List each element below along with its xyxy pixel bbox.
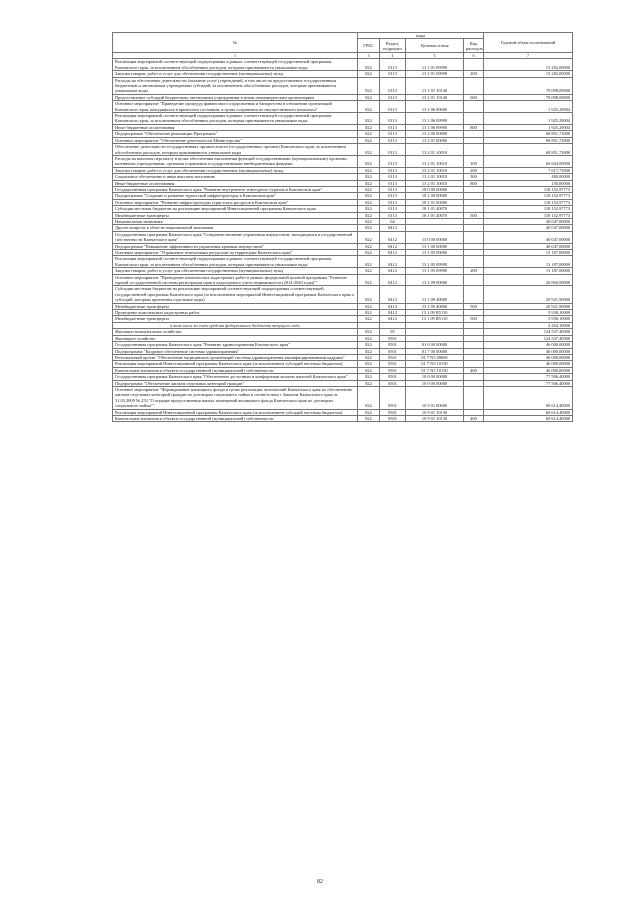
row-grbs-cell: 822 (358, 268, 380, 274)
row-vid-cell: 400 (464, 367, 484, 373)
row-name-cell: Основное мероприятие "Обеспечение деятельности Министерства" (113, 137, 358, 143)
row-grbs-cell: 822 (358, 303, 380, 309)
row-grbs-cell: 822 (358, 137, 380, 143)
row-grbs-cell: 822 (358, 71, 380, 77)
index-cell: 7 (484, 53, 573, 59)
row-grbs-cell: 822 (358, 409, 380, 415)
header-row-1 (113, 33, 573, 39)
row-name-cell: Основное мероприятие "Формирование жилищного фонда в целях реализации полномочий Камчатского края по обеспечению жильем отдельных категорий граждан по договорам социального найма в соответствии с Законом Камчатского края от 31.03.2009 № 253 "О порядке предоставления жилых помещений жилищного фонда Камчатского края по договорам социального найма"" (113, 386, 358, 409)
row-vid-cell: 400 (464, 415, 484, 421)
row-grbs-cell: 822 (358, 218, 380, 224)
row-name-cell: Реализация мероприятий соответствующей подпрограммы в рамках соответствующей государственной программы Камчатского края, за исключением обособленных расходов, которым присваиваются уникальные коды (113, 256, 358, 268)
header-grbs: ГРБС (358, 39, 380, 53)
row-razdel-cell: 0501 (380, 342, 406, 348)
row-name-cell: Межбюджетные трансферты (113, 303, 358, 309)
row-grbs-cell: 822 (358, 374, 380, 380)
row-celevaya-cell: 10 9 01 10130 (406, 415, 464, 421)
row-grbs-cell: 822 (358, 174, 380, 180)
row-vid-cell: 200 (464, 268, 484, 274)
row-razdel-cell: 0113 (380, 71, 406, 77)
row-name-cell: Основное мероприятие "Управление земельными ресурсами на территории Камчатского края" (113, 250, 358, 256)
row-vid-cell: 800 (464, 124, 484, 130)
table-row (113, 386, 573, 409)
row-grbs-cell: 822 (358, 206, 380, 212)
row-amount-cell: 46 000,00000 (484, 342, 573, 348)
row-grbs-cell: 822 (358, 361, 380, 367)
row-grbs-cell: 822 (358, 250, 380, 256)
row-grbs-cell: 822 (358, 348, 380, 354)
row-name-cell: Основное мероприятие "Проведение комплексных кадастровых работ в рамках федеральной целевой программы "Развитие единой государственной системы регистрации прав и кадастрового учета недвижимости (2014-2020 годы)"" (113, 274, 358, 286)
row-razdel-cell: 0412 (380, 316, 406, 322)
row-vid-cell (464, 144, 484, 156)
row-razdel-cell: 0113 (380, 131, 406, 137)
row-razdel-cell: 0113 (380, 101, 406, 113)
row-razdel-cell: 0113 (380, 77, 406, 94)
row-grbs-cell: 822 (358, 113, 380, 125)
row-amount-cell: 60 614,40000 (484, 415, 573, 421)
row-amount-cell: 5 938,10000 (484, 310, 573, 316)
table-row (113, 113, 573, 125)
row-name-cell: Подпрограмма "Создание и развитие туристской инфраструктуры в Камчатском крае" (113, 193, 358, 199)
row-grbs-cell: 822 (358, 386, 380, 409)
row-celevaya-cell: 13 2 00 00000 (406, 131, 464, 137)
row-amount-cell: 118 152,97773 (484, 199, 573, 205)
page-number: 82 (317, 879, 323, 885)
row-name-cell: Подпрограмма "Обеспечение реализации Программы" (113, 131, 358, 137)
row-vid-cell (464, 59, 484, 71)
row-grbs-cell: 822 (358, 415, 380, 421)
row-razdel-cell: 0113 (380, 144, 406, 156)
row-razdel-cell: 05 (380, 329, 406, 335)
row-celevaya-cell: 13 2 01 00000 (406, 137, 464, 143)
header-codes: коды (358, 33, 484, 39)
row-name-cell: Жилищное хозяйство (113, 335, 358, 341)
row-amount-cell: 20 921,90000 (484, 286, 573, 303)
row-razdel-cell: 0113 (380, 155, 406, 167)
row-amount-cell: 7 617,73000 (484, 167, 573, 173)
row-grbs-cell: 822 (358, 131, 380, 137)
row-celevaya-cell: 13 1 05 09990 (406, 268, 464, 274)
row-amount-cell: 70 098,09000 (484, 77, 573, 94)
row-grbs-cell: 822 (358, 335, 380, 341)
row-name-cell: Государственная программа Камчатского края "Совершенствование управления имуществом, находящимся в государственной собственности Камчатского края" (113, 231, 358, 243)
row-razdel-cell: 0501 (380, 348, 406, 354)
table-row (113, 256, 573, 268)
row-amount-cell: 118 152,97773 (484, 193, 573, 199)
row-celevaya-cell: 13 1 00 00000 (406, 243, 464, 249)
table-row (113, 231, 573, 243)
row-name-cell: Капитальные вложения в объекты государственной (муниципальной) собственности (113, 415, 358, 421)
row-name-cell: Основное мероприятие "Приведение процедур финансового оздоровления и банкротства в отношении организаций Камчатского края, находящихся в кризисном состоянии, в целях сохранения их имущественного комплекса" (113, 101, 358, 113)
index-cell: 3 (358, 53, 380, 59)
row-amount-cell: 118 152,97773 (484, 186, 573, 192)
row-celevaya-cell: 01 7 N5 10130 (406, 361, 464, 367)
row-razdel-cell: 0412 (380, 310, 406, 316)
row-name-cell: Закупка товаров, работ и услуг для обеспечения государственных (муниципальных) нужд (113, 268, 358, 274)
row-razdel-cell: 0501 (380, 380, 406, 386)
row-celevaya-cell: 10 9 01 10130 (406, 409, 464, 415)
row-amount-cell: 124 537,40000 (484, 329, 573, 335)
header-celevaya: Целевая статья (406, 39, 464, 53)
row-amount-cell: 46 000,00000 (484, 354, 573, 360)
row-razdel-cell: 0501 (380, 409, 406, 415)
row-razdel-cell: 0412 (380, 286, 406, 303)
row-celevaya-cell: 13 1 01 10140 (406, 94, 464, 100)
row-amount-cell: 13 187,00000 (484, 268, 573, 274)
row-amount-cell: 46 000,00000 (484, 367, 573, 373)
row-celevaya-cell: 13 1 01 09990 (406, 59, 464, 71)
row-grbs-cell: 822 (358, 186, 380, 192)
row-grbs-cell: 822 (358, 101, 380, 113)
row-name-cell: Жилищно-коммунальное хозяйство (113, 329, 358, 335)
row-name-cell: Подпрограмма "Кадровое обеспечение системы здравоохранения" (113, 348, 358, 354)
row-amount-cell: 2 264,10000 (484, 322, 573, 328)
index-cell: 5 (406, 53, 464, 59)
row-amount-cell: 40 047,00000 (484, 231, 573, 243)
row-name-cell: Расходы на обеспечение деятельности (оказание услуг) учреждений, в том числе на предоставление государственным бюджетным и автономным учреждениям субсидий, за исключением обособленных расходов, которым присваиваются уникальные коды (113, 77, 358, 94)
row-razdel-cell: 0113 (380, 174, 406, 180)
row-razdel-cell: 0113 (380, 137, 406, 143)
row-celevaya-cell: 18 0 00 00000 (406, 186, 464, 192)
row-grbs-cell: 822 (358, 316, 380, 322)
row-celevaya-cell: 13 2 01 10010 (406, 180, 464, 186)
row-razdel-cell: 0113 (380, 212, 406, 218)
row-celevaya-cell: 13 1 09 R5110 (406, 316, 464, 322)
row-grbs-cell: 822 (358, 329, 380, 335)
row-amount-cell: 26 860,00000 (484, 274, 573, 286)
row-grbs-cell: 822 (358, 77, 380, 94)
row-vid-cell (464, 386, 484, 409)
row-celevaya-cell: 13 1 01 09990 (406, 71, 464, 77)
table-row (113, 415, 573, 421)
row-razdel-cell: 0412 (380, 225, 406, 231)
row-amount-cell: 13 282,00000 (484, 59, 573, 71)
row-name-cell: Субсидии местным бюджетам на реализацию мероприятий Инвестиционной программы Камчатского края (113, 206, 358, 212)
header-vid: Вид расходов (464, 39, 484, 53)
row-amount-cell: 13 282,00000 (484, 71, 573, 77)
row-celevaya-cell: 18 1 00 00000 (406, 193, 464, 199)
row-grbs-cell: 822 (358, 231, 380, 243)
index-cell: 4 (380, 53, 406, 59)
row-celevaya-cell: 13 2 01 10010 (406, 174, 464, 180)
row-grbs-cell: 822 (358, 180, 380, 186)
row-name-cell: Субсидии местным бюджетам на реализацию мероприятий соответствующей подпрограммы соответствующей государственной программы Камчатского края (за исключением мероприятий Инвестиционной программы Камчатского края и субсидий, которым присвоены отдельные коды) (113, 286, 358, 303)
row-name-cell: Социальное обеспечение и иные выплаты населению (113, 174, 358, 180)
row-celevaya-cell: 01 7 N5 00000 (406, 354, 464, 360)
row-vid-cell: 100 (464, 155, 484, 167)
row-name-cell: Реализация мероприятий Инвестиционной программы Камчатского края (за исключением субсидий местным бюджетам) (113, 409, 358, 415)
row-celevaya-cell: 13 0 00 00000 (406, 231, 464, 243)
row-razdel-cell: 04 (380, 218, 406, 224)
row-celevaya-cell: 13 1 06 00000 (406, 101, 464, 113)
header-no: № (113, 33, 358, 53)
row-grbs-cell: 822 (358, 199, 380, 205)
table-row (113, 59, 573, 71)
row-name-cell: Региональный проект "Обеспечение медицинских организаций системы здравоохранения квалифицированными кадрами" (113, 354, 358, 360)
row-celevaya-cell: 13 1 09 R5110 (406, 310, 464, 316)
row-name-cell: Государственная программа Камчатского края "Развитие здравоохранения Камчатского края" (113, 342, 358, 348)
row-razdel-cell: 0501 (380, 386, 406, 409)
row-razdel-cell: 0113 (380, 167, 406, 173)
row-grbs-cell: 822 (358, 94, 380, 100)
row-razdel-cell: 0113 (380, 199, 406, 205)
row-celevaya-cell: 01 7 00 00000 (406, 348, 464, 354)
row-amount-cell: 480,00000 (484, 174, 573, 180)
row-razdel-cell: 0412 (380, 268, 406, 274)
row-amount-cell: 5 938,10000 (484, 316, 573, 322)
row-name-cell: Реализация мероприятий Инвестиционной программы Камчатского края (за исключением субсидий местным бюджетам) (113, 361, 358, 367)
row-grbs-cell: 822 (358, 367, 380, 373)
row-razdel-cell: 0412 (380, 256, 406, 268)
row-vid-cell: 300 (464, 174, 484, 180)
row-amount-cell: 118 152,97773 (484, 206, 573, 212)
row-vid-cell (464, 274, 484, 286)
row-name-cell: Межбюджетные трансферты (113, 212, 358, 218)
row-razdel-cell: 0113 (380, 113, 406, 125)
index-cell: 1 (113, 53, 358, 59)
row-razdel-cell: 0113 (380, 193, 406, 199)
row-celevaya-cell: 13 1 01 10140 (406, 77, 464, 94)
row-celevaya-cell: 13 1 05 09990 (406, 256, 464, 268)
row-vid-cell (464, 77, 484, 94)
row-name-cell: Капитальные вложения в объекты государственной (муниципальной) собственности (113, 367, 358, 373)
row-grbs-cell: 822 (358, 380, 380, 386)
row-amount-cell: 70 098,09000 (484, 94, 573, 100)
row-amount-cell: 77 506,40000 (484, 374, 573, 380)
row-razdel-cell: 0412 (380, 243, 406, 249)
row-celevaya-cell: 10 9 00 00000 (406, 380, 464, 386)
row-celevaya-cell: 10 9 01 00000 (406, 386, 464, 409)
row-celevaya-cell: 13 2 01 10010 (406, 155, 464, 167)
row-amount-cell: 40 047,00000 (484, 225, 573, 231)
row-grbs-cell: 822 (358, 144, 380, 156)
row-razdel-cell: 0113 (380, 94, 406, 100)
row-name-cell: в том числе за счет средств федерального бюджета текущего года (113, 322, 358, 328)
row-amount-cell: 124 537,40000 (484, 335, 573, 341)
row-name-cell: Подпрограмма "Обеспечение жильем отдельных категорий граждан" (113, 380, 358, 386)
row-vid-cell (464, 256, 484, 268)
row-grbs-cell: 822 (358, 124, 380, 130)
row-grbs-cell: 822 (358, 167, 380, 173)
row-name-cell: Закупка товаров, работ и услуг для обеспечения государственных (муниципальных) нужд (113, 167, 358, 173)
row-amount-cell: 46 000,00000 (484, 348, 573, 354)
row-vid-cell: 500 (464, 212, 484, 218)
row-grbs-cell: 822 (358, 256, 380, 268)
row-celevaya-cell: 13 1 09 40000 (406, 286, 464, 303)
row-razdel-cell: 0501 (380, 361, 406, 367)
row-name-cell: Иные бюджетные ассигнования (113, 124, 358, 130)
row-amount-cell: 60 614,40000 (484, 409, 573, 415)
row-amount-cell: 68 851,73000 (484, 131, 573, 137)
row-amount-cell: 1 925,29004 (484, 101, 573, 113)
row-vid-cell: 200 (464, 71, 484, 77)
row-razdel-cell: 0412 (380, 303, 406, 309)
row-amount-cell: 68 851,73000 (484, 137, 573, 143)
row-name-cell: Закупка товаров, работ и услуг для обеспечения государственных (муниципальных) нужд (113, 71, 358, 77)
row-razdel-cell: 0412 (380, 274, 406, 286)
row-name-cell: Предоставление субсидий бюджетным, автономным учреждениям и иным некоммерческим организациям (113, 94, 358, 100)
row-grbs-cell: 822 (358, 310, 380, 316)
row-razdel-cell: 0113 (380, 180, 406, 186)
row-razdel-cell: 0501 (380, 415, 406, 421)
table-row (113, 144, 573, 156)
row-celevaya-cell: 13 1 06 09990 (406, 124, 464, 130)
row-celevaya-cell: 10 0 00 00000 (406, 374, 464, 380)
row-celevaya-cell: 13 1 09 40000 (406, 303, 464, 309)
row-vid-cell: 500 (464, 316, 484, 322)
row-grbs-cell: 822 (358, 354, 380, 360)
row-grbs-cell: 822 (358, 155, 380, 167)
row-amount-cell: 118 152,97773 (484, 212, 573, 218)
row-vid-cell (464, 101, 484, 113)
table-row (113, 77, 573, 94)
row-grbs-cell: 822 (358, 243, 380, 249)
row-grbs-cell: 822 (358, 225, 380, 231)
row-grbs-cell: 822 (358, 286, 380, 303)
header-razdel: Раздел, подраздел (380, 39, 406, 53)
row-celevaya-cell: 13 2 01 10010 (406, 144, 464, 156)
row-grbs-cell: 822 (358, 274, 380, 286)
row-name-cell: Национальная экономика (113, 218, 358, 224)
row-celevaya-cell: 18 1 01 00000 (406, 199, 464, 205)
row-name-cell: Реализация мероприятий соответствующей подпрограммы в рамках соответствующей государственной программы Камчатского края, за исключением обособленных расходов, которым присваиваются уникальные коды (113, 59, 358, 71)
row-celevaya-cell: 18 1 01 40070 (406, 212, 464, 218)
row-celevaya-cell: 13 1 06 09990 (406, 113, 464, 125)
row-name-cell: Подпрограмма "Повышение эффективности управления краевым имуществом" (113, 243, 358, 249)
row-grbs-cell: 822 (358, 342, 380, 348)
header-amount: Годовой объем ассигнований (484, 33, 573, 53)
row-name-cell: Государственная программа Камчатского края "Обеспечение доступным и комфортным жильем жителей Камчатского края" (113, 374, 358, 380)
row-razdel-cell: 0113 (380, 59, 406, 71)
row-amount-cell: 46 000,00000 (484, 361, 573, 367)
row-amount-cell: 60 604,00000 (484, 155, 573, 167)
row-grbs-cell: 822 (358, 193, 380, 199)
table-row (113, 155, 573, 167)
row-vid-cell (464, 113, 484, 125)
row-razdel-cell: 0501 (380, 335, 406, 341)
row-name-cell: Иные бюджетные ассигнования (113, 180, 358, 186)
row-grbs-cell: 822 (358, 59, 380, 71)
row-celevaya-cell: 18 1 01 40070 (406, 206, 464, 212)
row-name-cell: Межбюджетные трансферты (113, 316, 358, 322)
row-name-cell: Государственная программа Камчатского края "Развитие внутреннего и въездного туризма в Камчатском крае" (113, 186, 358, 192)
row-grbs-cell: 822 (358, 212, 380, 218)
index-cell: 6 (464, 53, 484, 59)
row-celevaya-cell: 13 2 01 10010 (406, 167, 464, 173)
row-razdel-cell: 0113 (380, 206, 406, 212)
row-vid-cell (464, 231, 484, 243)
row-amount-cell: 40 047,00000 (484, 218, 573, 224)
row-vid-cell: 500 (464, 303, 484, 309)
row-amount-cell: 20 921,90000 (484, 303, 573, 309)
row-name-cell: Обеспечение деятельности государственных органов власти (государственных органов) Камчатского края, за исключением обособленных расходов, которым присваиваются уникальные коды (113, 144, 358, 156)
row-name-cell: Реализация мероприятий соответствующей подпрограммы в рамках соответствующей государственной программы Камчатского края, за исключением обособленных расходов, которым присваиваются уникальные коды (113, 113, 358, 125)
row-razdel-cell: 0501 (380, 374, 406, 380)
budget-table (112, 32, 573, 422)
table-row (113, 274, 573, 286)
table-row (113, 286, 573, 303)
row-vid-cell: 800 (464, 180, 484, 186)
row-amount-cell: 13 187,00000 (484, 256, 573, 268)
row-celevaya-cell: 13 1 05 00000 (406, 250, 464, 256)
row-amount-cell: 40 047,00000 (484, 243, 573, 249)
row-amount-cell: 150,00000 (484, 180, 573, 186)
row-razdel-cell: 0113 (380, 186, 406, 192)
row-celevaya-cell: 13 1 09 00000 (406, 274, 464, 286)
row-amount-cell: 77 506,40000 (484, 380, 573, 386)
row-razdel-cell: 0501 (380, 354, 406, 360)
row-razdel-cell: 0113 (380, 124, 406, 130)
row-amount-cell: 13 187,00000 (484, 250, 573, 256)
row-name-cell: Проведение комплексных кадастровых работ (113, 310, 358, 316)
row-vid-cell: 600 (464, 94, 484, 100)
row-razdel-cell: 0501 (380, 367, 406, 373)
row-celevaya-cell: 01 7 N5 10130 (406, 367, 464, 373)
row-name-cell: Расходы на выплаты персоналу в целях обеспечения выполнения функций государственными (муниципальными) органами, казенными учреждениями, органами управления государственными внебюджетными фондами (113, 155, 358, 167)
row-amount-cell: 1 925,29004 (484, 113, 573, 125)
table-body (113, 59, 573, 422)
row-vid-cell (464, 286, 484, 303)
row-amount-cell: 1 925,29004 (484, 124, 573, 130)
row-amount-cell: 68 851,73000 (484, 144, 573, 156)
row-vid-cell: 200 (464, 167, 484, 173)
row-name-cell: Основное мероприятие "Развитие инфраструктуры туристских ресурсов в Камчатском крае" (113, 199, 358, 205)
row-razdel-cell: 0412 (380, 250, 406, 256)
row-name-cell: Другие вопросы в области национальной экономики (113, 225, 358, 231)
row-amount-cell: 60 614,40000 (484, 386, 573, 409)
table-row (113, 101, 573, 113)
row-celevaya-cell: 01 0 00 00000 (406, 342, 464, 348)
row-razdel-cell: 0412 (380, 231, 406, 243)
